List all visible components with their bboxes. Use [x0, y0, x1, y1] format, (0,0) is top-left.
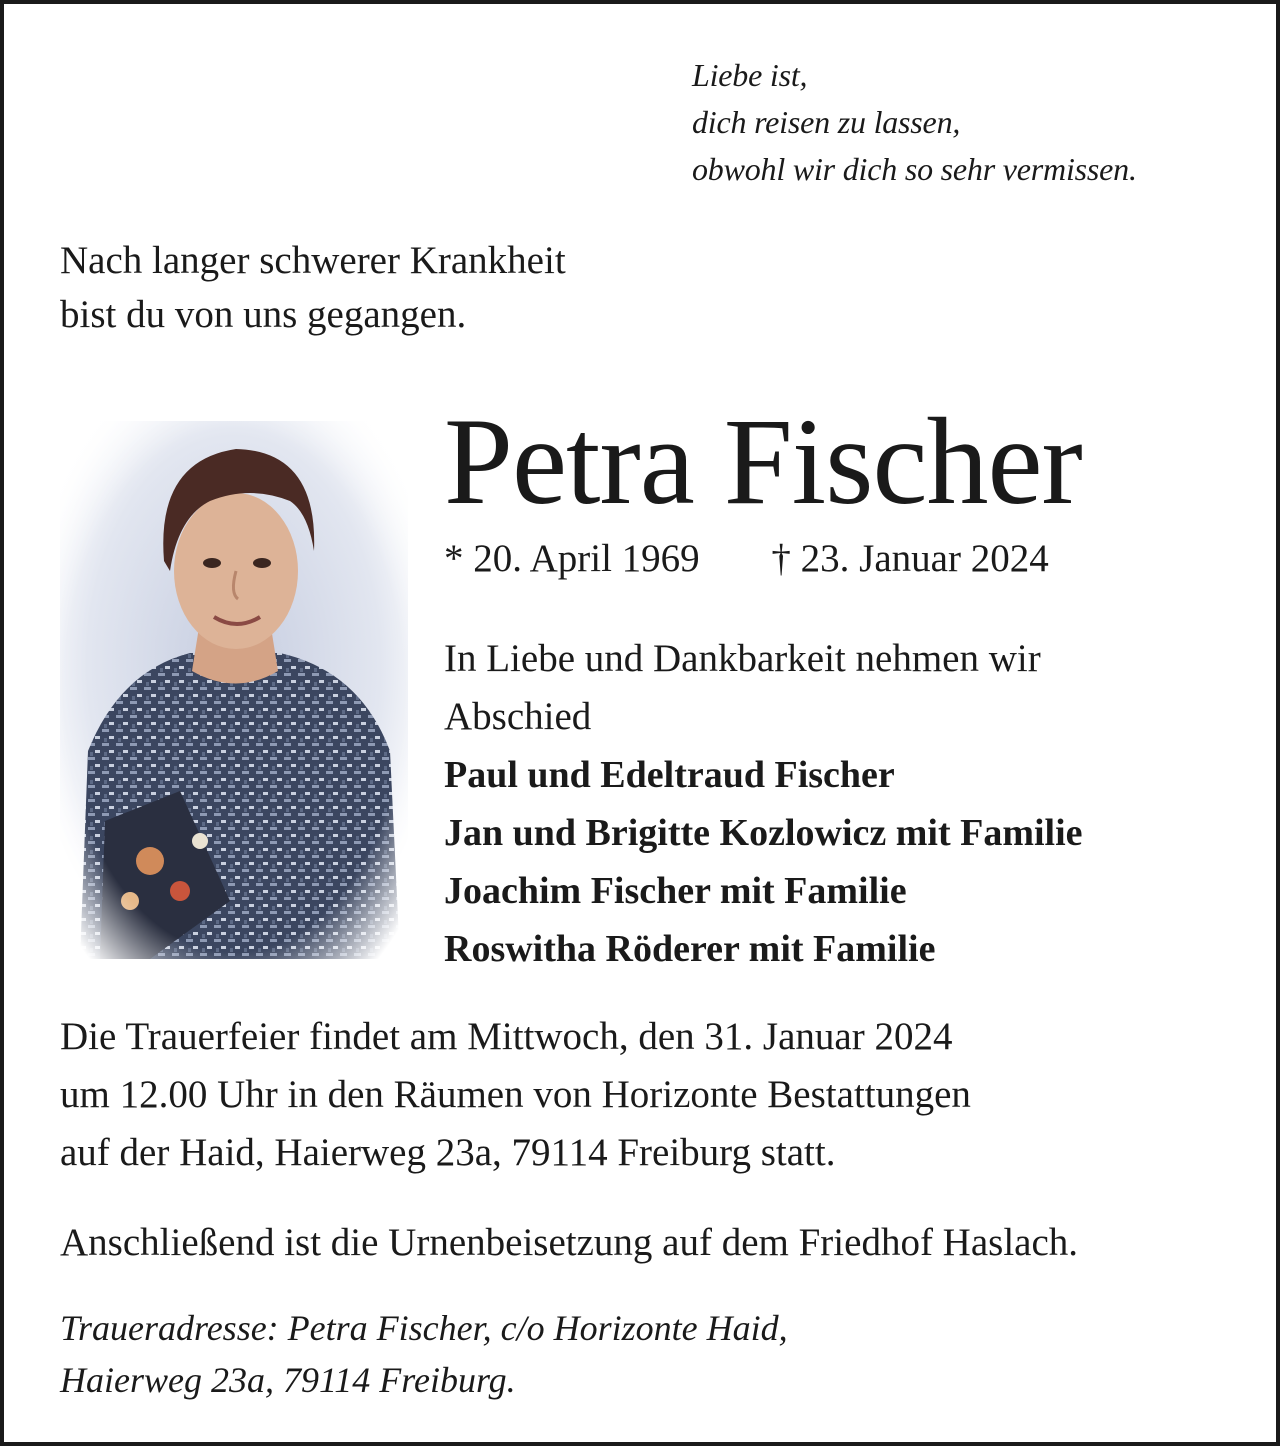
mourning-address [60, 1302, 788, 1406]
intro-line: Nach langer schwerer Krankheit [60, 239, 566, 282]
death-date: † 23. Januar 2024 [771, 537, 1049, 580]
family-member: Joachim Fischer mit Familie [444, 870, 907, 912]
birth-date: * 20. April 1969 [444, 537, 700, 580]
farewell-text [444, 630, 1041, 746]
farewell-line: In Liebe und Dankbarkeit nehmen wir [444, 637, 1041, 680]
family-member: Jan und Brigitte Kozlowicz mit Familie [444, 812, 1083, 854]
intro-line: bist du von uns gegangen. [60, 293, 467, 336]
portrait-photo [60, 421, 408, 959]
family-member: Roswitha Röderer mit Familie [444, 928, 936, 970]
poem-line: Liebe ist, [692, 57, 808, 93]
family-list [444, 746, 1083, 978]
urn-burial-text: Anschließend ist die Urnenbeisetzung auf dem Friedhof Haslach. [60, 1221, 1079, 1264]
address-line: Haierweg 23a, 79114 Freiburg. [60, 1360, 516, 1400]
deceased-name: Petra Fischer [444, 393, 1082, 530]
family-member: Paul und Edeltraud Fischer [444, 754, 895, 796]
ceremony-line: auf der Haid, Haierweg 23a, 79114 Freiburg statt. [60, 1131, 836, 1174]
ceremony-line: Die Trauerfeier findet am Mittwoch, den 31. Januar 2024 [60, 1015, 953, 1058]
farewell-line: Abschied [444, 695, 592, 738]
portrait-illustration [60, 421, 408, 959]
ceremony-line: um 12.00 Uhr in den Räumen von Horizonte Bestattungen [60, 1073, 971, 1116]
poem-quote [692, 52, 1137, 193]
poem-line: obwohl wir dich so sehr vermissen. [692, 151, 1137, 187]
intro-text [60, 234, 566, 342]
address-line: Traueradresse: Petra Fischer, c/o Horizonte Haid, [60, 1308, 788, 1348]
life-dates [444, 534, 1049, 584]
ceremony-details [60, 1008, 971, 1182]
poem-line: dich reisen zu lassen, [692, 104, 961, 140]
